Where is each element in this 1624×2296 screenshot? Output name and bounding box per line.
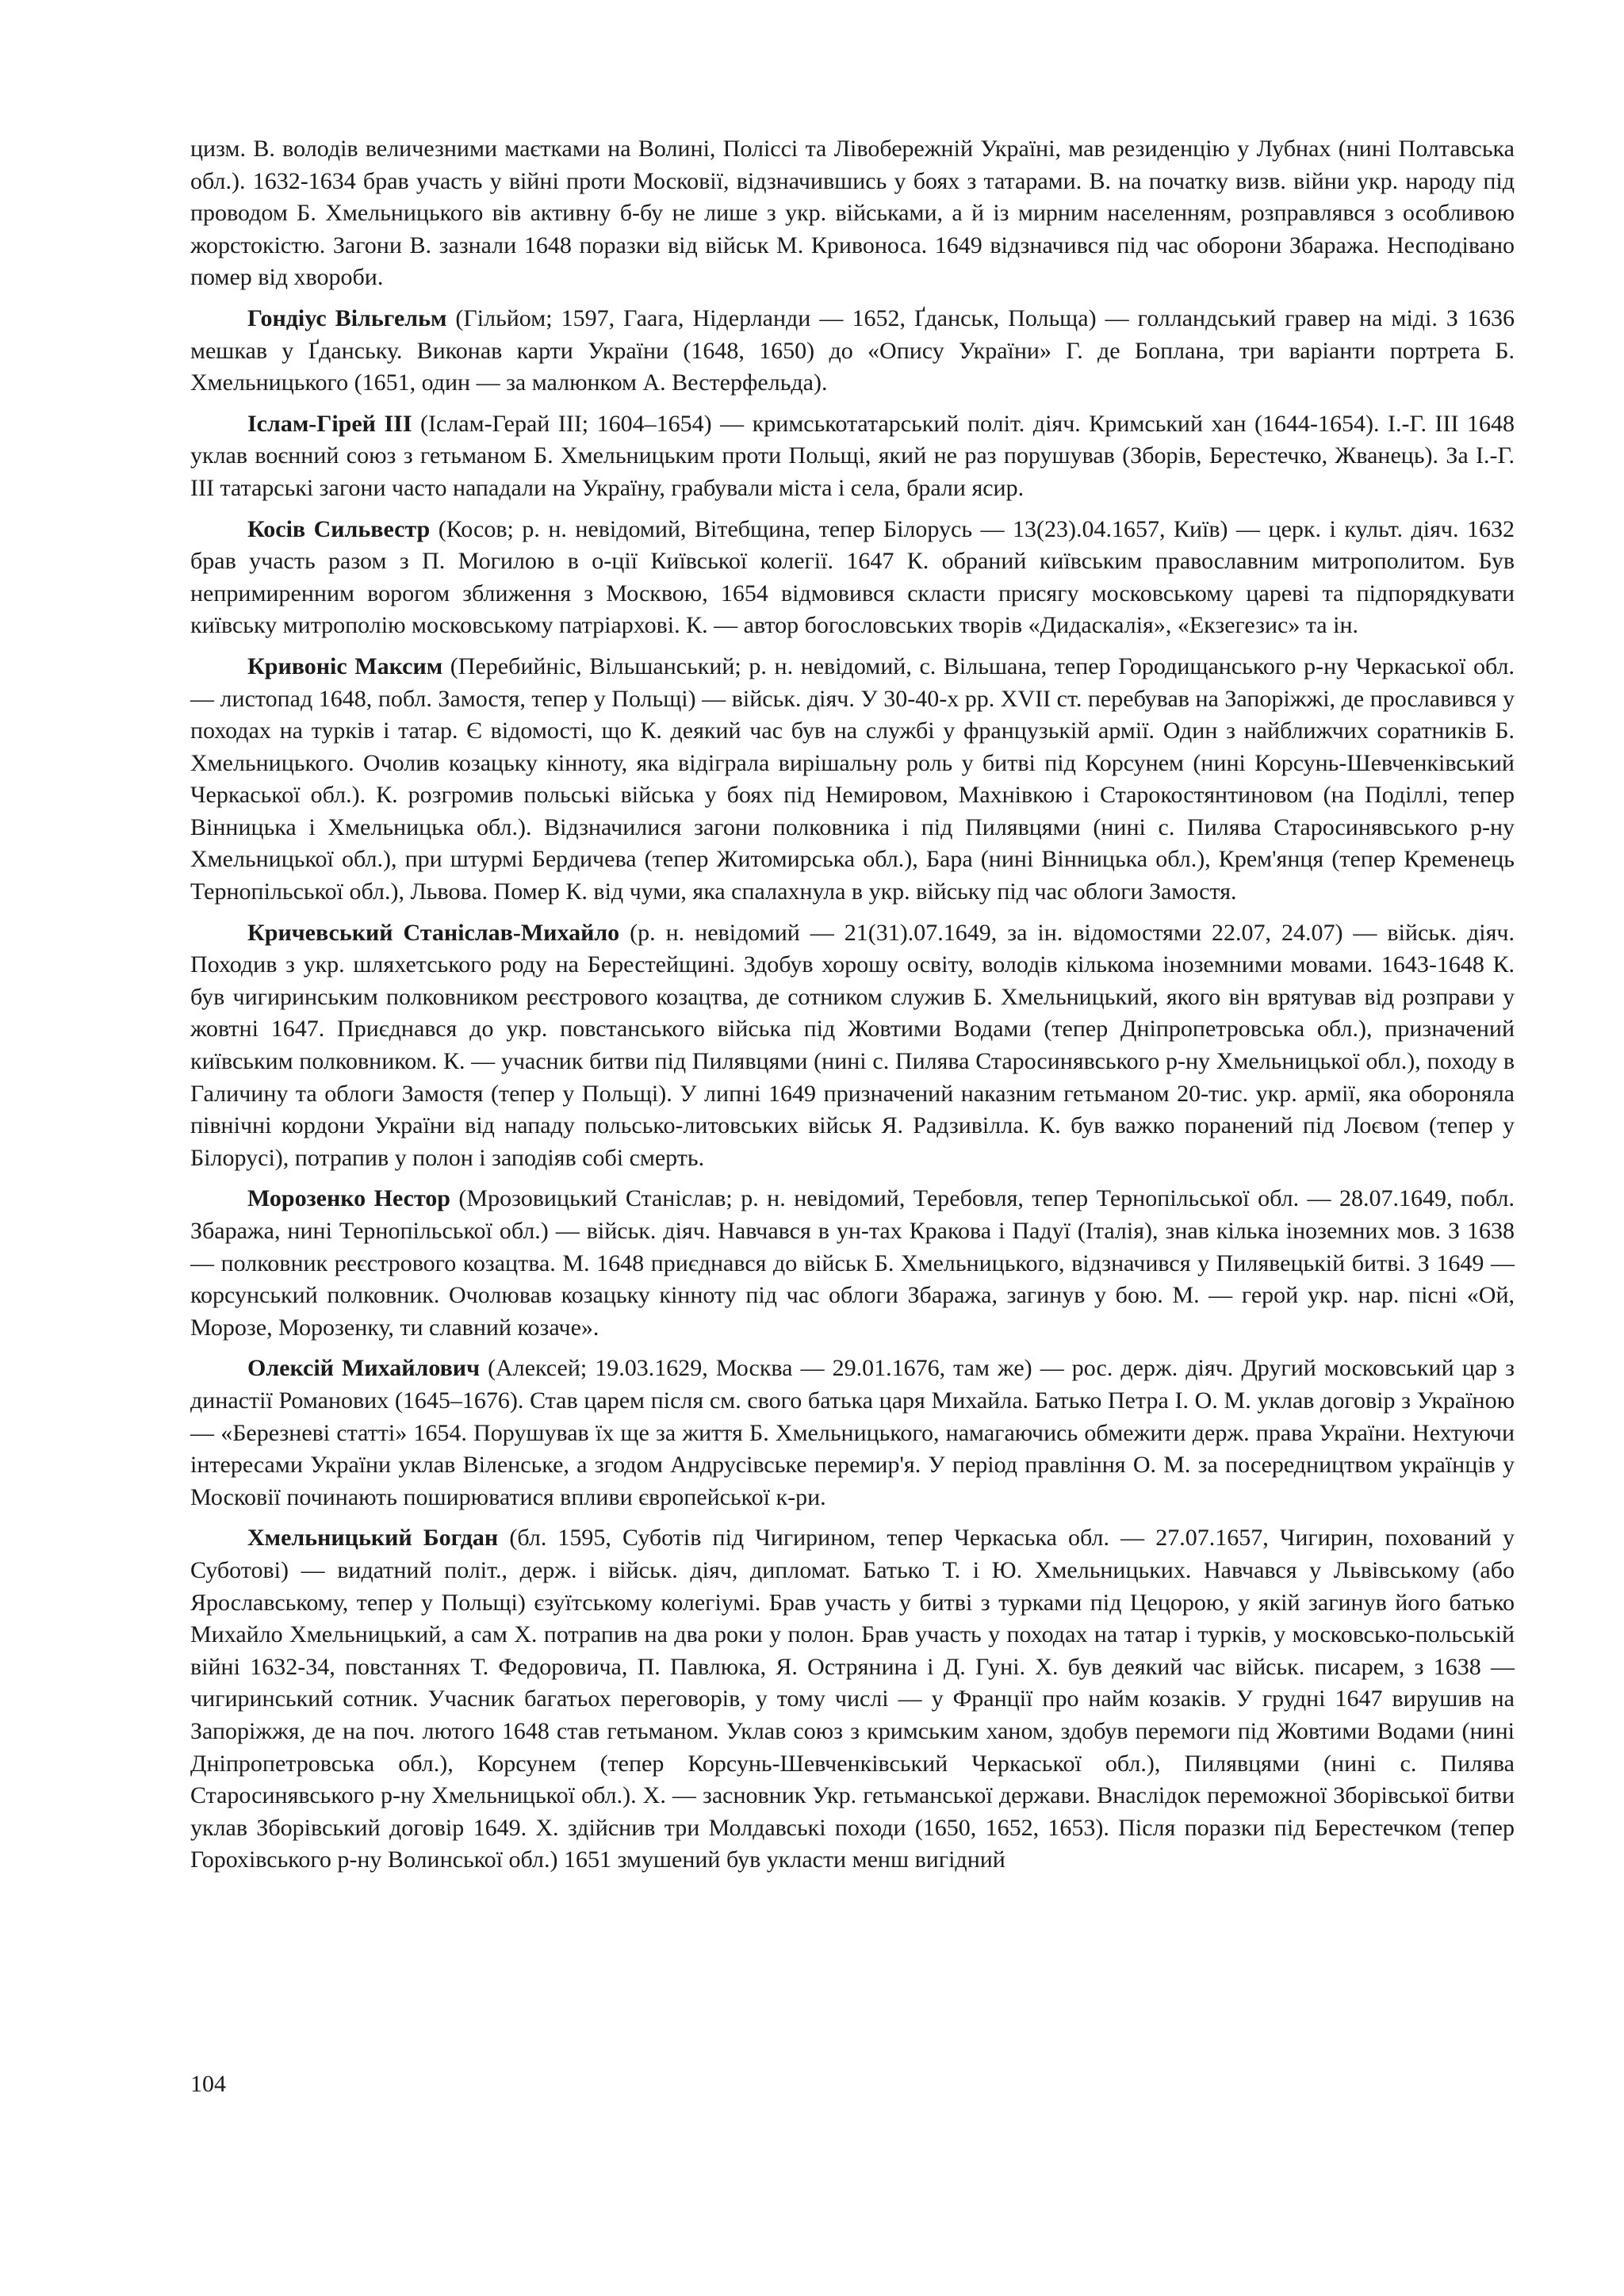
entry-morozenko — [190, 1183, 1515, 1344]
entry-krychevskyi — [190, 917, 1515, 1175]
entry-name: Хмельницький Богдан — [247, 1525, 499, 1552]
entry-text: (бл. 1595, Суботів під Чигирином, тепер Черкаська обл. — 27.07.1657, Чигирин, похований у Суботові) — видатний політ., держ. і військ. діяч, дипломат. Батько Т. і Ю. Хмельницьких. Навчався у Львівському (або Ярославському, тепер у Польщі) єзуїтському колегіумі. Брав участь у битві з турками під Цецорою, у якій загинув його батько Михайло Хмельницький, а сам Х. потрапив на два роки у полон. Брав участь у походах на татар і турків, у московсько-польській війні 1632-34, повстаннях Т. Федоровича, П. Павлюка, Я. Острянина і Д. Гуні. Х. був деякий час військ. писарем, з 1638 — чигиринський сотник. Учасник багатьох переговорів, у тому числі — у Франції про найм козаків. У грудні 1647 вирушив на Запоріжжя, де на поч. лютого 1648 став гетьманом. Уклав союз з кримським ханом, здобув перемоги під Жовтими Водами (нині Дніпропетровська обл.), Корсунем (тепер Корсунь-Шевченківський Черкаської обл.), Пилявцями (нині с. Пилява Старосинявського р-ну Хмельницької обл.). Х. — засновник Укр. гетьманської держави. Внаслідок переможної Зборівської битви уклав Зборівський договір 1649. Х. здійснив три Молдавські походи (1650, 1652, 1653). Після поразки під Берестечком (тепер Горохівського р-ну Волинської обл.) 1651 змушений був укласти менш вигідний — [190, 1525, 1515, 1873]
page-body — [190, 133, 1515, 1885]
entry-name: Косів Сильвестр — [247, 515, 431, 542]
entry-name: Морозенко Нестор — [247, 1185, 450, 1212]
entry-gondius — [190, 303, 1515, 400]
entry-name: Кричевський Станіслав-Михайло — [247, 919, 620, 946]
entry-kryvonis — [190, 651, 1515, 909]
entry-text: цизм. В. володів величезними маєтками на Волині, Поліссі та Лівобережній Україні, мав резиденцію у Лубнах (нині Полтавська обл.). 1632-1634 брав участь у війні проти Московії, відзначившись у боях з татарами. В. на початку визв. війни укр. народу під проводом Б. Хмельницького вів активну б-бу не лише з укр. військами, а й із мирним населенням, розправлявся з особливою жорстокістю. Загони В. зазнали 1648 поразки від військ М. Кривоноса. 1649 відзначився під час оборони Збаража. Несподівано помер від хвороби. — [190, 136, 1515, 291]
entry-text: (Мрозовицький Станіслав; р. н. невідомий, Теребовля, тепер Тернопільської обл. — 28.07.1649, побл. Збаража, нині Тернопільської обл.) — військ. діяч. Навчався в ун-тах Кракова і Падуї (Італія), знав кілька іноземних мов. З 1638 — полковник реєстрового козацтва. М. 1648 приєднався до військ Б. Хмельницького, відзначився у Пилявецькій битві. З 1649 — корсунський полковник. Очолював козацьку кінноту під час облоги Збаража, загинув у бою. М. — герой укр. нар. пісні «Ой, Морозе, Морозенку, ти славний козаче». — [190, 1185, 1515, 1341]
entry-name: Іслам-Гірей III — [247, 410, 412, 437]
entry-text: (р. н. невідомий — 21(31).07.1649, за ін. відомостями 22.07, 24.07) — військ. діяч. Походив з укр. шляхетського роду на Берестейщині. Здобув хорошу освіту, володів кількома іноземними мовами. 1643-1648 К. був чигиринським полковником реєстрового козацтва, де сотником служив Б. Хмельницький, якого він врятував від розправи у жовтні 1647. Приєднався до укр. повстанського війська під Жовтими Водами (тепер Дніпропетровська обл.), призначений київським полковником. К. — учасник битви під Пилявцями (нині с. Пилява Старосинявського р-ну Хмельницької обл.), походу в Галичину та облоги Замостя (тепер у Польщі). У липні 1649 призначений наказним гетьманом 20-тис. укр. армії, яка обороняла північні кордони України від нападу польсько-литовських військ Я. Радзивілла. К. був важко поранений під Лоєвом (тепер у Білорусі), потрапив у полон і заподіяв собі смерть. — [190, 919, 1515, 1171]
entry-name: Гондіус Вільгельм — [247, 304, 447, 331]
page-number: 104 — [190, 2071, 226, 2097]
entry-name: Кривоніс Максим — [247, 652, 443, 679]
entry-text: (Перебийніс, Вільшанський; р. н. невідомий, с. Вільшана, тепер Городищанського р-ну Черкаської обл. — листопад 1648, побл. Замостя, тепер у Польщі) — військ. діяч. У 30-40-х рр. XVII ст. перебував на Запоріжжі, де прославився у походах на турків і татар. Є відомості, що К. деякий час був на службі у французькій армії. Один з найближчих соратників Б. Хмельницького. Очолив козацьку кінноту, яка відіграла вирішальну роль у битві під Корсунем (нині Корсунь-Шевченківський Черкаської обл.). К. розгромив польські війська у боях під Немировом, Махнівкою і Старокостянтиновом (на Поділлі, тепер Вінницька і Хмельницька обл.). Відзначилися загони полковника і під Пилявцями (нині с. Пилява Старосинявського р-ну Хмельницької обл.), при штурмі Бердичева (тепер Житомирська обл.), Бара (нині Вінницька обл.), Крем'янця (тепер Кременець Тернопільської обл.), Львова. Помер К. від чуми, яка спалахнула в укр. війську під час облоги Замостя. — [190, 652, 1515, 905]
entry-khmelnytskyi — [190, 1522, 1515, 1877]
entry-text: (Гільйом; 1597, Гаага, Нідерланди — 1652, Ґданськ, Польща) — голландський гравер на міді. З 1636 мешкав у Ґданську. Виконав карти України (1648, 1650) до «Опису України» Г. де Боплана, три варіанти портрета Б. Хмельницького (1651, один — за малюнком А. Вестерфельда). — [190, 304, 1515, 396]
entry-kosiv — [190, 514, 1515, 642]
entry-text: (Алексей; 19.03.1629, Москва — 29.01.1676, там же) — рос. держ. діяч. Другий московський цар з династії Романових (1645–1676). Став царем після см. свого батька царя Михайла. Батько Петра І. О. М. уклав договір з Україною — «Березневі статті» 1654. Порушував їх ще за життя Б. Хмельницького, намагаючись обмежити держ. права України. Нехтуючи інтересами України уклав Віленське, а згодом Андрусівське перемир'я. У період правління О. М. за посередництвом українців у Московії починають поширюватися впливи європейської к-ри. — [190, 1355, 1515, 1510]
entry-text: (Іслам-Герай III; 1604–1654) — кримськотатарський політ. діяч. Кримський хан (1644-1654). І.-Г. III 1648 уклав воєнний союз з гетьманом Б. Хмельницьким проти Польщі, який не раз порушував (Зборів, Берестечко, Жванець). За І.-Г. III татарські загони часто нападали на Україну, грабували міста і села, брали ясир. — [190, 410, 1515, 501]
entry-name: Олексій Михайлович — [247, 1355, 480, 1382]
entry-text: (Косов; р. н. невідомий, Вітебщина, тепер Білорусь — 13(23).04.1657, Київ) — церк. і культ. діяч. 1632 брав участь разом з П. Могилою в о-ції Київської колегії. 1647 К. обраний київським православним митрополитом. Був непримиренним ворогом зближення з Москвою, 1654 відмовився скласти присягу московському цареві та підпорядкувати київську митрополію московському патріархові. К. — автор богословських творів «Дидаскалія», «Екзегезис» та ін. — [190, 515, 1515, 639]
entry-oleksii — [190, 1353, 1515, 1513]
entry-islam-girey — [190, 408, 1515, 505]
entry-continuation — [190, 133, 1515, 294]
